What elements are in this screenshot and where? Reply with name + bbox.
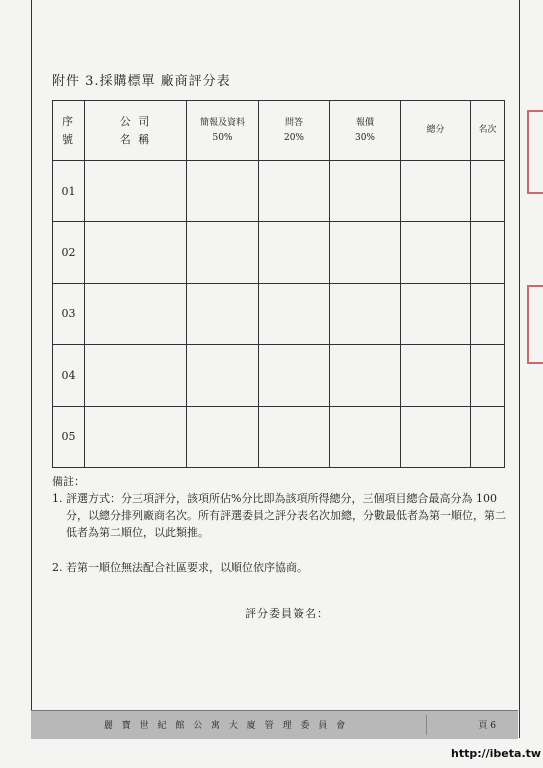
qa-score-cell[interactable] xyxy=(259,161,330,222)
rank-cell[interactable] xyxy=(471,222,505,283)
price-score-cell[interactable] xyxy=(330,345,401,406)
note-item-2 xyxy=(52,559,507,576)
table-row xyxy=(53,222,505,283)
total-score-cell[interactable] xyxy=(401,345,471,406)
company-name-cell[interactable] xyxy=(85,345,187,406)
footer-bar xyxy=(31,710,518,739)
header-total-label: 總分 xyxy=(426,125,445,135)
briefing-score-cell[interactable] xyxy=(187,283,259,344)
company-name-cell[interactable] xyxy=(85,161,187,222)
company-name-cell[interactable] xyxy=(85,222,187,283)
header-qa xyxy=(259,101,330,161)
qa-score-cell[interactable] xyxy=(259,222,330,283)
company-name-cell[interactable] xyxy=(85,283,187,344)
total-score-cell[interactable] xyxy=(401,406,471,467)
page-number: 頁 6 xyxy=(478,721,496,731)
company-name-cell[interactable] xyxy=(85,406,187,467)
price-score-cell[interactable] xyxy=(330,283,401,344)
header-briefing xyxy=(187,101,259,161)
briefing-score-cell[interactable] xyxy=(187,161,259,222)
row-number: 03 xyxy=(53,283,85,344)
watermark-url: http://ibeta.tw xyxy=(451,747,542,760)
header-price xyxy=(330,101,401,161)
header-qa-label: 問答 xyxy=(284,117,303,128)
header-price-label: 報價 xyxy=(355,117,374,128)
briefing-score-cell[interactable] xyxy=(187,222,259,283)
table-header-row xyxy=(53,101,505,161)
row-number: 01 xyxy=(53,161,85,222)
note-item-1-number: 1. xyxy=(52,492,63,505)
header-company xyxy=(85,101,187,161)
header-company-line1: 公 司 xyxy=(119,114,152,128)
header-briefing-pct: 50% xyxy=(212,132,233,143)
rank-cell[interactable] xyxy=(471,283,505,344)
note-item-2-number: 2. xyxy=(52,561,63,574)
header-rank xyxy=(471,101,505,161)
briefing-score-cell[interactable] xyxy=(187,345,259,406)
footer-title: 麗 寶 世 紀 館 公 寓 大 廈 管 理 委 員 會 xyxy=(103,721,349,731)
price-score-cell[interactable] xyxy=(330,406,401,467)
rank-cell[interactable] xyxy=(471,161,505,222)
document-title: 附件 3.採購標單 廠商評分表 xyxy=(52,74,231,89)
total-score-cell[interactable] xyxy=(401,222,471,283)
row-number: 02 xyxy=(53,222,85,283)
header-seq-line2: 號 xyxy=(62,132,75,146)
qa-score-cell[interactable] xyxy=(259,406,330,467)
table-row xyxy=(53,406,505,467)
header-total xyxy=(401,101,471,161)
notes-label: 備註： xyxy=(52,475,85,488)
briefing-score-cell[interactable] xyxy=(187,406,259,467)
header-qa-pct: 20% xyxy=(283,132,304,143)
table-row xyxy=(53,345,505,406)
total-score-cell[interactable] xyxy=(401,161,471,222)
row-number: 05 xyxy=(53,406,85,467)
signature-label: 評分委員簽名： xyxy=(245,607,329,620)
price-score-cell[interactable] xyxy=(330,222,401,283)
qa-score-cell[interactable] xyxy=(259,345,330,406)
qa-score-cell[interactable] xyxy=(259,283,330,344)
header-seq xyxy=(53,101,85,161)
price-score-cell[interactable] xyxy=(330,161,401,222)
header-seq-line1: 序 xyxy=(62,114,75,128)
header-rank-label: 名次 xyxy=(478,125,497,135)
header-company-line2: 名 稱 xyxy=(119,132,152,146)
rank-cell[interactable] xyxy=(471,345,505,406)
note-item-2-text: 若第一順位無法配合社區要求，以順位依序協商。 xyxy=(66,561,308,574)
footer-divider xyxy=(426,715,427,735)
seal-stamp-bottom xyxy=(527,285,543,364)
row-number: 04 xyxy=(53,345,85,406)
header-price-pct: 30% xyxy=(354,132,375,143)
seal-stamp-top xyxy=(527,110,543,194)
score-table xyxy=(52,100,505,468)
note-item-1-text: 評選方式：分三項評分，該項所佔%分比即為該項所得總分，三個項目總合最高分為 100 分，以總分排列廠商名次。所有評選委員之評分表名次加總，分數最低者為第一順位，第二低者為第二順位，以此類推。 xyxy=(66,492,506,539)
table-row xyxy=(53,161,505,222)
note-item-1 xyxy=(52,490,507,541)
rank-cell[interactable] xyxy=(471,406,505,467)
header-briefing-label: 簡報及資料 xyxy=(199,117,245,128)
total-score-cell[interactable] xyxy=(401,283,471,344)
notes-section xyxy=(52,473,507,576)
table-row xyxy=(53,283,505,344)
notes-spacer xyxy=(52,541,507,559)
